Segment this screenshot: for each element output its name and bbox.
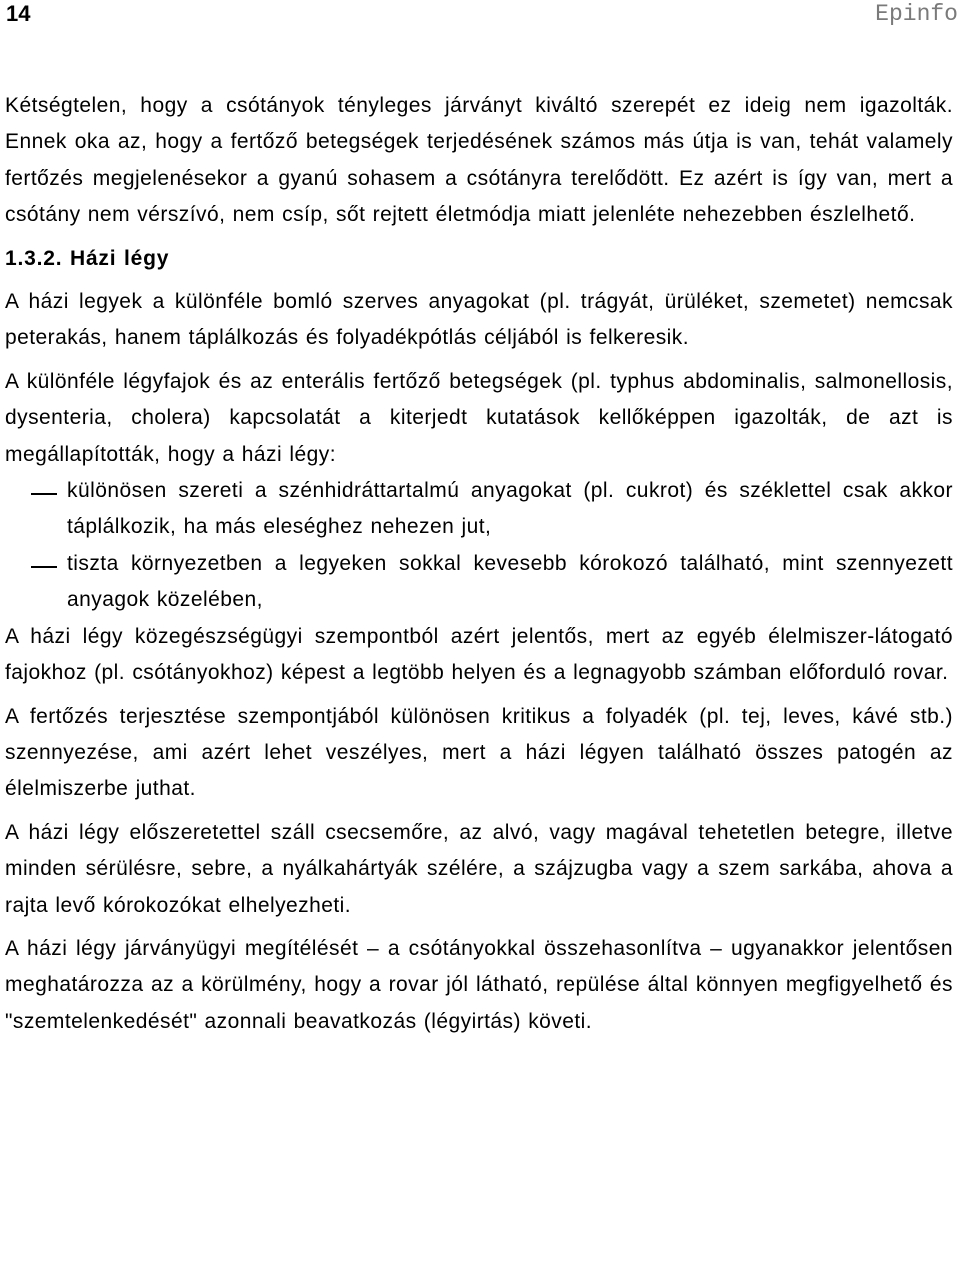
section-heading: 1.3.2. Házi légy	[5, 246, 170, 270]
page-content	[5, 88, 953, 1040]
paragraph-enteric-diseases: A különféle légyfajok és az enterális fertőző betegségek (pl. typhus abdominalis, salmonellosis, dysenteria, cholera) kapcsolatát a kiterjedt kutatások kellőképpen igazolták, de azt is megállapították, hogy a házi légy:	[5, 369, 953, 466]
dash-bullet-icon	[5, 473, 67, 509]
running-head: Epinfo	[875, 1, 958, 27]
dash-bullet-icon	[5, 546, 67, 582]
paragraph-epidemiological-assessment: A házi légy járványügyi megítélését – a csótányokkal összehasonlítva – ugyanakkor jelentősen meghatározza az a körülmény, hogy a rovar jól látható, repülése által könnyen megfigyelhető és "szemtelenkedését" azonnali beavatkozás (légyirtás) követi.	[5, 936, 953, 1033]
page-number: 14	[6, 1, 31, 26]
list-item	[5, 473, 953, 546]
list-item	[5, 546, 953, 619]
list-item-text: különösen szereti a szénhidráttartalmú anyagokat (pl. cukrot) és széklettel csak akkor táplálkozik, ha más eleséghez nehezen jut,	[67, 479, 953, 539]
paragraph-housefly-habits: A házi legyek a különféle bomló szerves anyagokat (pl. trágyát, ürüléket, szemetet) nemcsak peterakás, hanem táplálkozás és folyadékpótlás céljából is felkeresik.	[5, 290, 953, 350]
paragraph-cockroach-summary: Kétségtelen, hogy a csótányok tényleges járványt kiváltó szerepét ez ideig nem igazolták. Ennek oka az, hogy a fertőző betegségek terjedésének számos más útja is van, tehát valamely fertőzés megjelenésekor a gyanú sohasem a csótányra terelődött. Ez azért is így van, mert a csótány nem vérszívó, nem csíp, sőt rejtett életmódja miatt jelenléte nehezebben észlelhető.	[5, 94, 953, 227]
paragraph-public-health: A házi légy közegészségügyi szempontból azért jelentős, mert az egyéb élelmiszer-látogató fajokhoz (pl. csótányokhoz) képest a legtöbb helyen és a legnagyobb számban előforduló rovar.	[5, 624, 953, 685]
list-item-text: tiszta környezetben a legyeken sokkal kevesebb kórokozó található, mint szennyezett anyagok közelében,	[67, 551, 953, 612]
paragraph-liquid-contamination: A fertőzés terjesztése szempontjából különösen kritikus a folyadék (pl. tej, leves, kávé stb.) szennyezése, ami azért lehet veszélyes, mert a házi légyen található összes patogén az élelmiszerbe juthat.	[5, 704, 953, 801]
paragraph-vulnerable-hosts: A házi légy előszeretettel száll csecsemőre, az alvó, vagy magával tehetetlen betegre, illetve minden sérülésre, sebre, a nyálkahártyák szélére, a szájzugba vagy a szem sarkába, ahova a rajta levő kórokozókat elhelyezheti.	[5, 820, 953, 917]
